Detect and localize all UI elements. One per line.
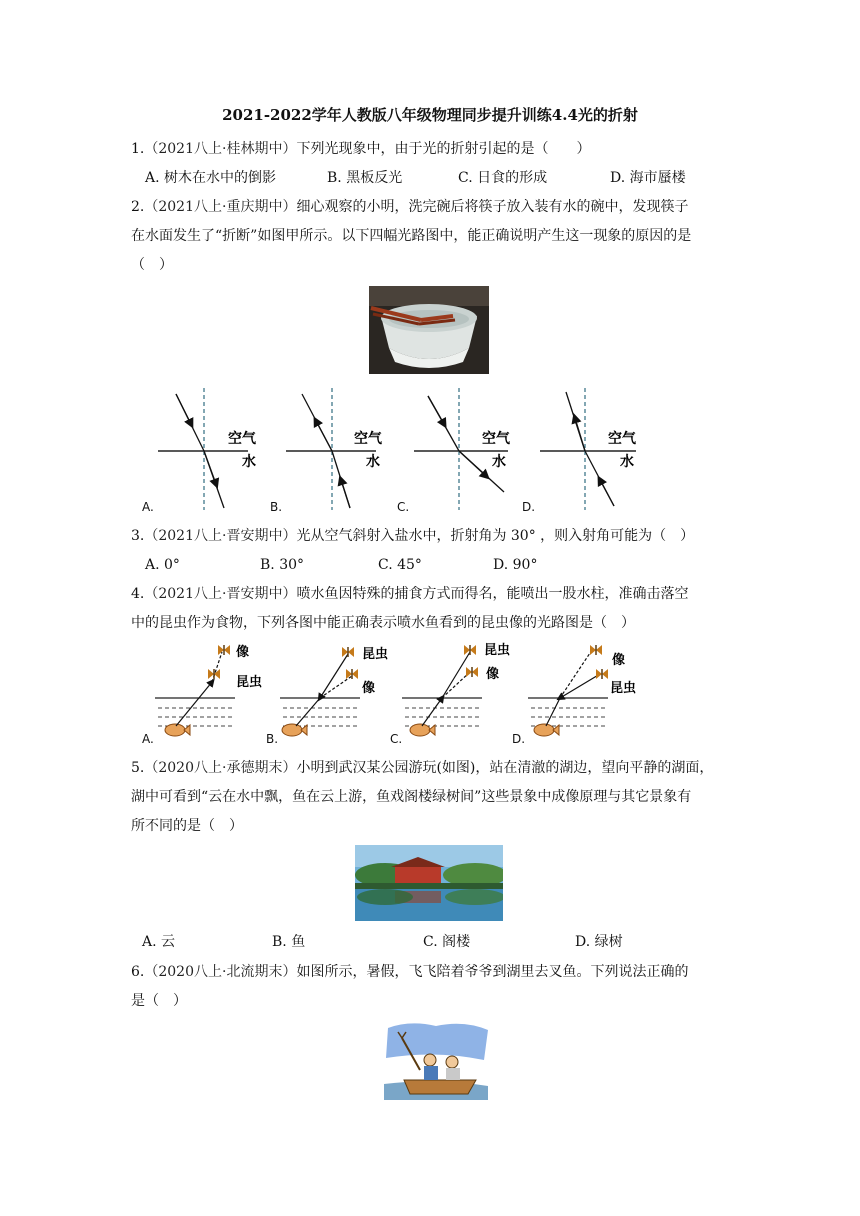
question-6: [131, 962, 688, 982]
diagram-b: [280, 646, 388, 736]
diagram-d: [540, 388, 637, 510]
insect-label: 昆虫: [610, 681, 637, 696]
question-6-line-2: 是（ ）: [131, 993, 187, 1009]
air-label: 空气: [482, 431, 510, 447]
question-source: （2021八上·晋安期中）: [144, 528, 297, 544]
q3-option-d[interactable]: D. 90°: [493, 557, 538, 573]
question-number: 5.: [131, 760, 145, 776]
question-stem: 喷水鱼因特殊的捕食方式而得名，能喷出一股水柱，准确击落空: [296, 586, 689, 602]
question-source: （2020八上·承德期末）: [144, 760, 297, 776]
q2-option-d[interactable]: D.: [522, 500, 536, 514]
insect-label: 昆虫: [484, 643, 511, 658]
diagram-a: [155, 644, 262, 736]
question-stem: 细心观察的小明，洗完碗后将筷子放入装有水的碗中，发现筷子: [296, 199, 689, 215]
question-4: [131, 584, 688, 604]
question-stem: 下列光现象中，由于光的折射引起的是（ ）: [296, 141, 591, 157]
q1-option-d[interactable]: D. 海市蜃楼: [610, 170, 686, 186]
q5-option-c[interactable]: C. 阁楼: [423, 934, 471, 950]
question-3: [131, 526, 694, 546]
q2-ray-diagrams: [136, 386, 666, 512]
page-title: 2021-2022学年人教版八年级物理同步提升训练4.4光的折射: [222, 106, 638, 124]
water-label: 水: [492, 454, 506, 470]
fishing-boat-illustration: [380, 1020, 492, 1100]
insect-label: 昆虫: [236, 675, 263, 690]
question-number: 6.: [131, 964, 145, 980]
air-label: 空气: [608, 431, 636, 447]
air-label: 空气: [228, 431, 256, 447]
lake-pavilion-photo: [355, 845, 503, 921]
q2-option-a[interactable]: A.: [142, 500, 154, 514]
question-source: （2021八上·晋安期中）: [144, 586, 297, 602]
question-source: （2020八上·北流期末）: [144, 964, 297, 980]
diagram-c: [414, 388, 511, 510]
water-label: 水: [366, 454, 380, 470]
question-number: 3.: [131, 528, 145, 544]
q4-option-a[interactable]: A.: [142, 732, 154, 746]
question-number: 1.: [131, 141, 145, 157]
insect-label: 昆虫: [362, 647, 389, 662]
q4-option-d[interactable]: D.: [512, 732, 526, 746]
air-label: 空气: [354, 431, 382, 447]
water-label: 水: [242, 454, 256, 470]
question-source: （2021八上·桂林期中）: [144, 141, 297, 157]
image-label: 像: [612, 653, 626, 668]
question-5-line-2: 湖中可看到“云在水中飘，鱼在云上游，鱼戏阁楼绿树间”这些景象中成像原理与其它景象有: [131, 789, 692, 805]
water-label: 水: [620, 454, 634, 470]
q1-option-a[interactable]: A. 树木在水中的倒影: [145, 170, 277, 186]
q4-ray-diagrams: [140, 638, 660, 746]
question-number: 2.: [131, 199, 145, 215]
question-2-line-3: （ ）: [131, 257, 173, 273]
diagram-a: [158, 388, 257, 510]
diagram-d: [528, 645, 636, 736]
diagram-b: [286, 388, 383, 510]
question-1: [131, 139, 590, 159]
image-label: 像: [362, 681, 376, 696]
q3-option-a[interactable]: A. 0°: [145, 557, 180, 573]
question-source: （2021八上·重庆期中）: [144, 199, 297, 215]
q1-option-b[interactable]: B. 黑板反光: [327, 170, 403, 186]
question-4-line-2: 中的昆虫作为食物，下列各图中能正确表示喷水鱼看到的昆虫像的光路图是（ ）: [131, 615, 635, 631]
q3-option-b[interactable]: B. 30°: [260, 557, 305, 573]
q5-option-a[interactable]: A. 云: [142, 934, 176, 950]
q3-option-c[interactable]: C. 45°: [378, 557, 422, 573]
question-number: 4.: [131, 586, 145, 602]
q4-option-b[interactable]: B.: [266, 732, 279, 746]
question-2-line-2: 在水面发生了“折断”如图甲所示。以下四幅光路图中，能正确说明产生这一现象的原因的是: [131, 228, 692, 244]
question-5: [131, 758, 713, 778]
image-label: 像: [236, 645, 250, 660]
question-stem: 小明到武汉某公园游玩(如图)，站在清澈的湖边，望向平静的湖面，: [296, 760, 714, 776]
q5-option-d[interactable]: D. 绿树: [575, 934, 623, 950]
question-stem: 如图所示，暑假，飞飞陪着爷爷到湖里去叉鱼。下列说法正确的: [296, 964, 689, 980]
q2-option-c[interactable]: C.: [397, 500, 410, 514]
q5-option-b[interactable]: B. 鱼: [272, 934, 306, 950]
q2-option-b[interactable]: B.: [270, 500, 283, 514]
q4-option-c[interactable]: C.: [390, 732, 403, 746]
image-label: 像: [486, 667, 500, 682]
q1-option-c[interactable]: C. 日食的形成: [458, 170, 548, 186]
question-5-line-3: 所不同的是（ ）: [131, 818, 243, 834]
question-2: [131, 197, 688, 217]
question-stem: 光从空气斜射入盐水中，折射角为 30° ，则入射角可能为（ ）: [296, 528, 695, 544]
bowl-chopsticks-photo: [369, 286, 489, 374]
diagram-c: [402, 642, 510, 736]
